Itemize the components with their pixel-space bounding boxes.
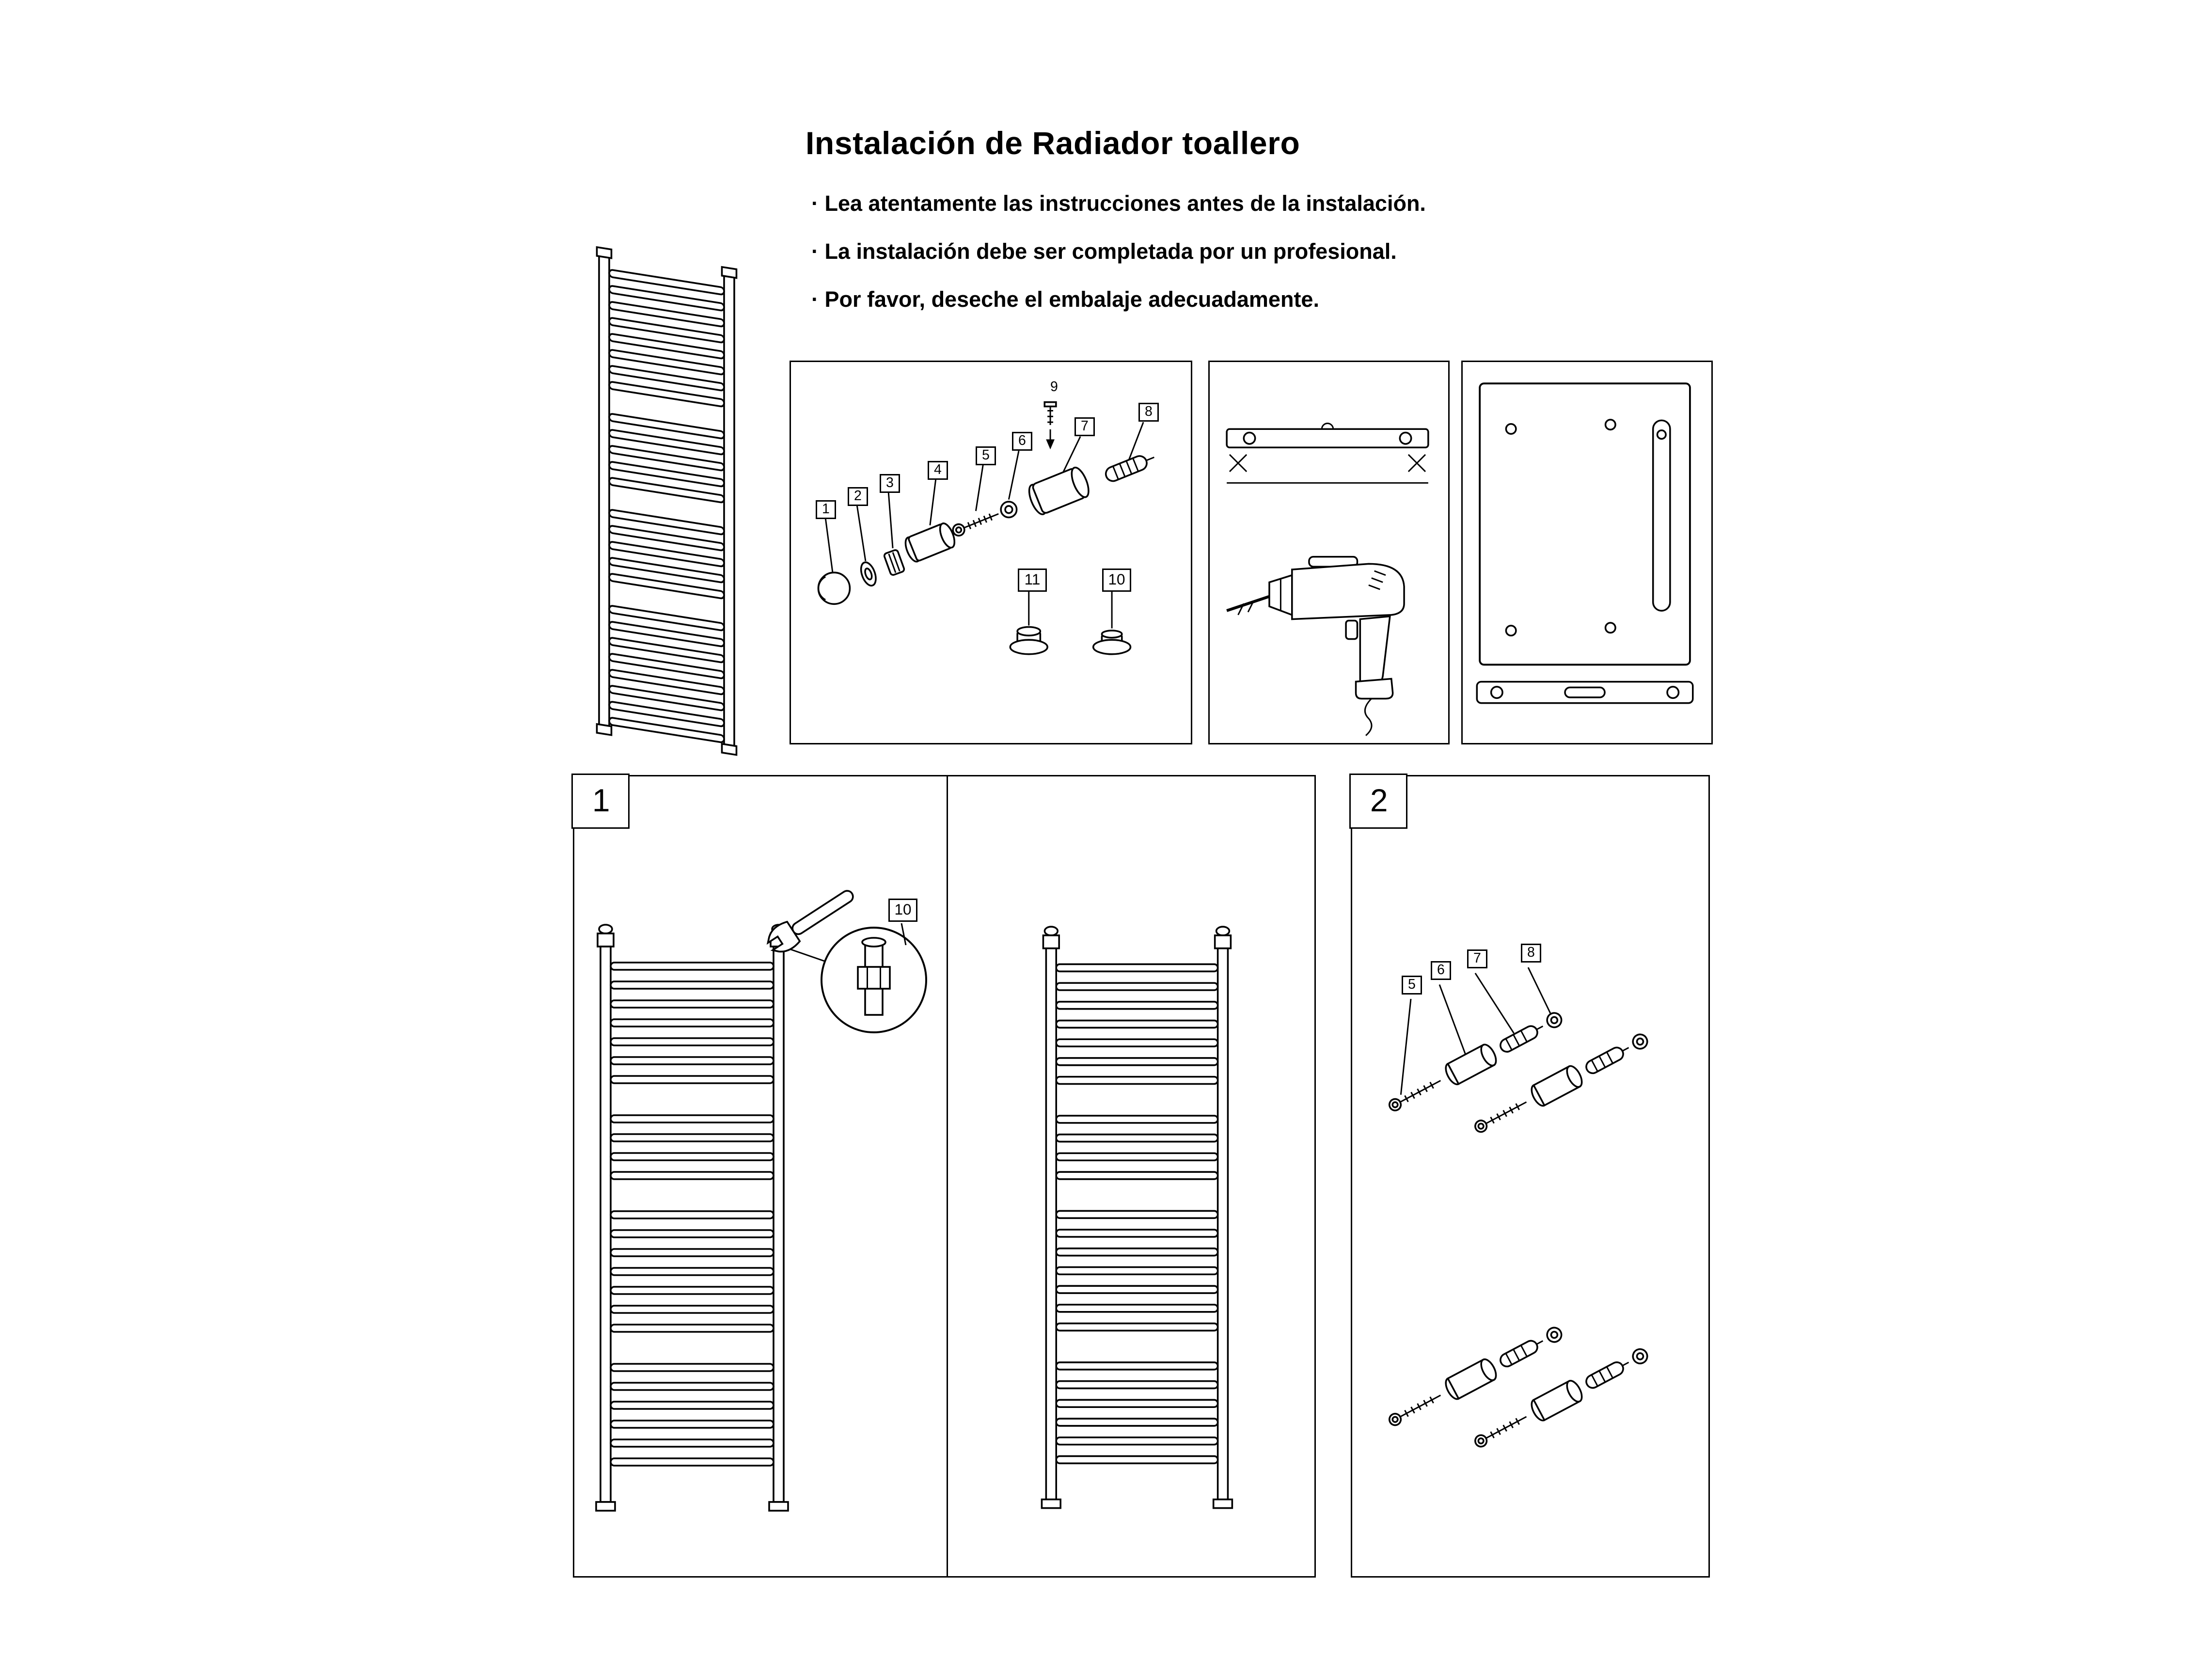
part-3-nut bbox=[884, 549, 905, 576]
part-1-cap bbox=[818, 572, 850, 604]
part-4-bracket-body bbox=[902, 521, 957, 564]
bottom-rail bbox=[1477, 682, 1692, 703]
part-2-washer bbox=[858, 560, 879, 587]
hw-label-5: 5 bbox=[1402, 976, 1422, 995]
step-2-number: 2 bbox=[1350, 774, 1408, 829]
part-label-7: 7 bbox=[1074, 417, 1095, 436]
wall-bracket bbox=[1227, 424, 1428, 448]
step-1-left-drawing bbox=[574, 776, 947, 1575]
callout-leader bbox=[787, 948, 824, 961]
radiator-front-right bbox=[1042, 927, 1232, 1508]
instruction-bullet-2: · La instalación debe ser completada por un profesional. bbox=[811, 240, 1397, 265]
part-label-1: 1 bbox=[816, 500, 836, 519]
screw-9-part bbox=[1044, 402, 1056, 450]
hw-label-6: 6 bbox=[1431, 961, 1451, 980]
instruction-bullet-3: · Por favor, deseche el embalaje adecuadamente. bbox=[811, 288, 1319, 313]
radiator-overview-svg bbox=[579, 241, 775, 762]
mounting-plate bbox=[1480, 383, 1690, 664]
part-6-ring bbox=[1001, 502, 1017, 518]
part-label-6: 6 bbox=[1012, 432, 1032, 451]
drill-diagram bbox=[1210, 362, 1445, 740]
radiator-perspective bbox=[597, 247, 737, 755]
radiator-overview-drawing bbox=[579, 241, 775, 762]
step-1-left-panel bbox=[574, 776, 947, 1576]
radiator-front-left bbox=[596, 925, 788, 1511]
hw-label-7: 7 bbox=[1467, 949, 1487, 968]
part-10-vent-nut bbox=[1093, 631, 1131, 654]
mounting-plate-diagram bbox=[1463, 362, 1708, 740]
step-2-box bbox=[1351, 775, 1710, 1578]
part-label-8: 8 bbox=[1138, 403, 1159, 422]
drill-icon bbox=[1227, 557, 1404, 736]
part-11-plug bbox=[1010, 627, 1047, 654]
part-5-screw bbox=[951, 508, 1001, 537]
step-1-number: 1 bbox=[572, 774, 630, 829]
part-label-2: 2 bbox=[848, 487, 868, 506]
part-label-5: 5 bbox=[976, 446, 996, 465]
callout-part-label: 10 bbox=[888, 899, 917, 922]
parts-exploded-diagram bbox=[791, 362, 1188, 740]
mounting-plate-box bbox=[1461, 361, 1713, 744]
part-label-10: 10 bbox=[1102, 569, 1131, 592]
hw-label-8: 8 bbox=[1521, 944, 1541, 963]
step-1-right-panel bbox=[947, 776, 1314, 1576]
hardware-cluster-bottom bbox=[1385, 1321, 1652, 1454]
part-label-4: 4 bbox=[928, 461, 948, 480]
part-7-sleeve bbox=[1026, 465, 1092, 517]
step-2-hardware-drawing bbox=[1352, 776, 1706, 1575]
drilling-marks bbox=[1227, 455, 1428, 483]
hardware-cluster-top bbox=[1385, 1007, 1652, 1139]
instruction-bullet-1: · Lea atentamente las instrucciones antes de la instalación. bbox=[811, 192, 1426, 217]
part-label-9: 9 bbox=[1050, 379, 1058, 395]
step-1-right-drawing bbox=[948, 776, 1316, 1575]
step-1-box bbox=[573, 775, 1316, 1578]
part-label-3: 3 bbox=[880, 474, 900, 493]
page-title: Instalación de Radiador toallero bbox=[806, 125, 1300, 161]
part-label-11: 11 bbox=[1018, 569, 1047, 592]
parts-diagram-box bbox=[790, 361, 1192, 744]
drill-diagram-box bbox=[1208, 361, 1450, 744]
